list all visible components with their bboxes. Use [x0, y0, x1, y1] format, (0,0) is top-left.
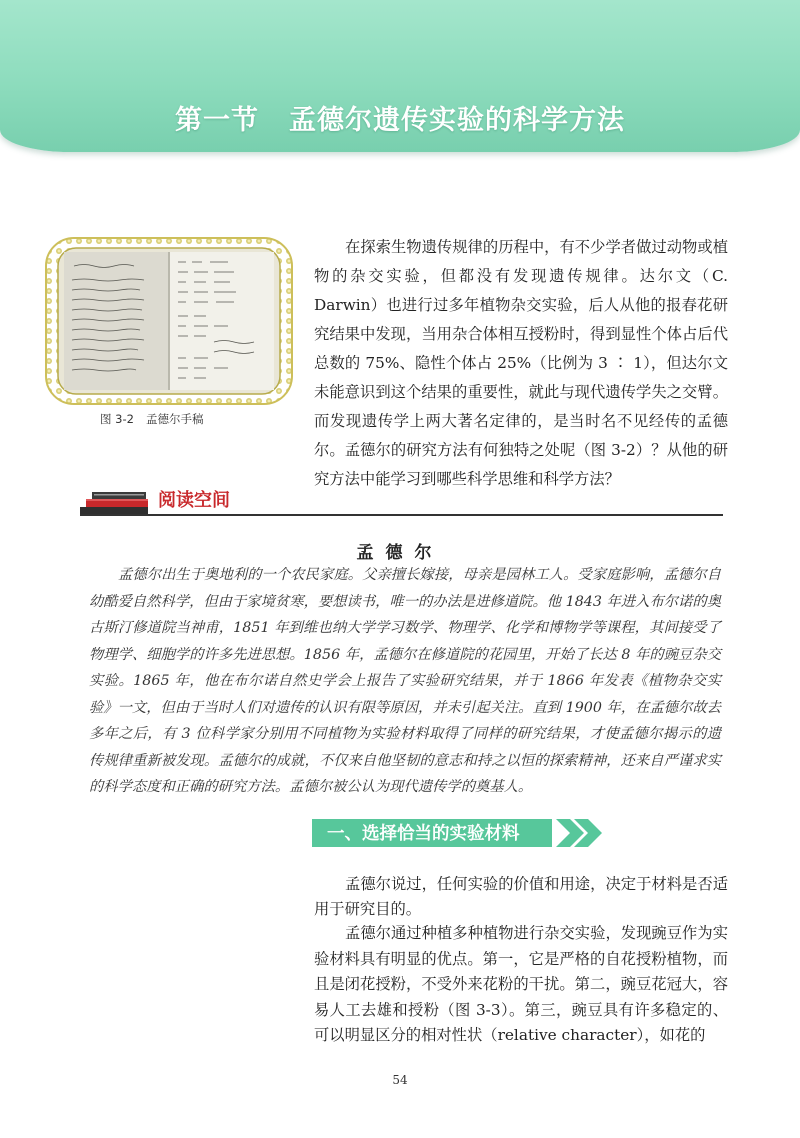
figure-number: 图 3-2 — [100, 412, 134, 426]
double-chevron-icon — [556, 819, 602, 847]
reading-space-title: 阅读空间 — [158, 490, 230, 511]
body-paragraph-2: 孟德尔通过种植多种植物进行杂交实验，发现豌豆作为实验材料具有明显的优点。第一，它是严格的自花授粉植物，而且是闭花授粉，不受外来花粉的干扰。第二，豌豆花冠大，容易人工去雄和授粉（图 3-3）。第三，豌豆具有许多稳定的、可以明显区分的相对性状（relative character），如花的 — [314, 924, 728, 1044]
section-title: 孟德尔遗传实验的科学方法 — [289, 105, 625, 136]
figure-caption-text: 孟德尔手稿 — [145, 412, 204, 426]
manuscript-photo — [44, 236, 294, 406]
section-number: 第一节 — [175, 105, 259, 136]
section-heading — [0, 98, 800, 137]
page-number: 54 — [392, 1073, 408, 1087]
section-one-heading: 一、选择恰当的实验材料 — [327, 824, 520, 844]
intro-paragraph: 在探索生物遗传规律的历程中，有不少学者做过动物或植物的杂交实验，但都没有发现遗传规律。达尔文（C. Darwin）也进行过多年植物杂交实验，后人从他的报春花研究结果中发现，当用杂合体相互授粉时，得到显性个体占后代总数的 75%、隐性个体占 25%（比例为 3 ∶ 1），但达尔文未能意识到这个结果的重要性，就此与现代遗传学失之交臂。而发现遗传学上两大著名定律的，是当时名不见经传的孟德尔。孟德尔的研究方法有何独特之处呢（图 3-2）？从他的研究方法中能学习到哪些科学思维和科学方法？ — [314, 238, 728, 488]
body-paragraph-1: 孟德尔说过，任何实验的价值和用途，决定于材料是否适用于研究目的。 — [314, 875, 728, 918]
bio-title: 孟德尔 — [356, 543, 444, 563]
reading-space-divider — [80, 514, 723, 516]
figure-caption — [100, 411, 203, 427]
bio-paragraph: 孟德尔出生于奥地利的一个农民家庭。父亲擅长嫁接，母亲是园林工人。受家庭影响，孟德尔自幼酷爱自然科学，但由于家境贫寒，要想读书，唯一的办法是进修道院。他 1843 年进入布尔诺的奥古斯汀修道院当神甫，1851 年到维也纳大学学习数学、物理学、化学和博物学等课程，其间接受了物理学、细胞学的许多先进思想。1856 年，孟德尔在修道院的花园里，开始了长达 8 年的豌豆杂交实验。1865 年，他在布尔诺自然史学会上报告了实验研究结果，并于 1866 年发表《植物杂交实验》一文，但由于当时人们对遗传的认识有限等原因，并未引起关注。直到 1900 年，在孟德尔故去多年之后，有 3 位科学家分别用不同植物为实验材料取得了同样的研究结果，才使孟德尔揭示的遗传规律重新被发现。孟德尔的成就，不仅来自他坚韧的意志和持之以恒的探索精神，还来自严谨求实的科学态度和正确的研究方法。孟德尔被公认为现代遗传学的奠基人。 — [89, 567, 721, 795]
